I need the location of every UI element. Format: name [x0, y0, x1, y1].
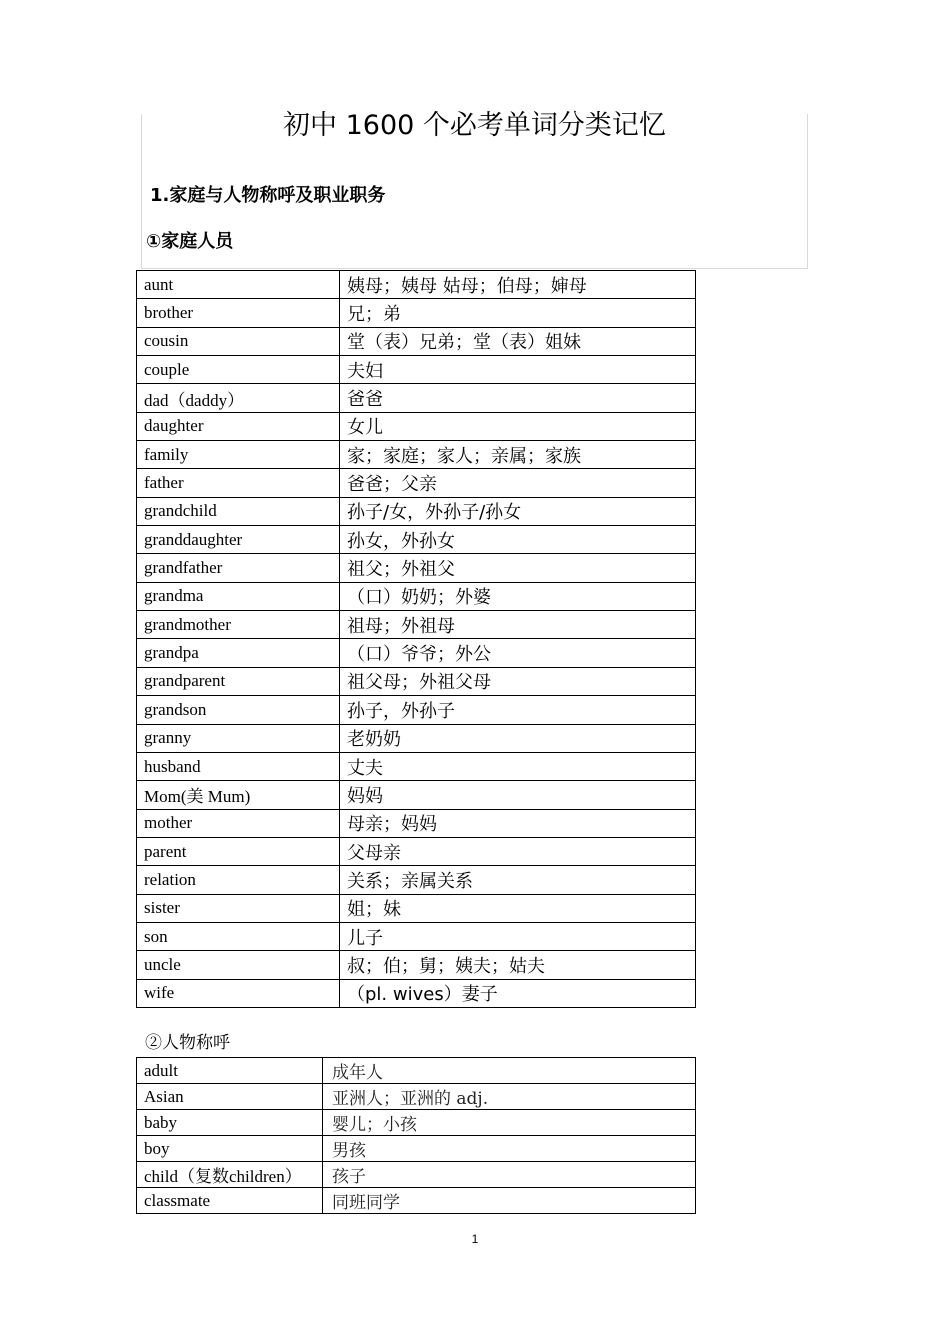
english-word: uncle [137, 951, 340, 979]
table-row [137, 356, 696, 384]
chinese-meaning: 孙子，外孙子 [340, 696, 696, 724]
english-word: grandfather [137, 554, 340, 582]
chinese-meaning: 妈妈 [340, 781, 696, 809]
english-word: grandson [137, 696, 340, 724]
chinese-meaning: 夫妇 [340, 356, 696, 384]
chinese-meaning: 兄；弟 [340, 299, 696, 327]
table-row [137, 412, 696, 440]
english-word: granddaughter [137, 526, 340, 554]
chinese-meaning: 家；家庭；家人；亲属；家族 [340, 441, 696, 469]
chinese-meaning: 女儿 [340, 412, 696, 440]
chinese-meaning: 丈夫 [340, 752, 696, 780]
chinese-meaning: 婴儿；小孩 [323, 1110, 696, 1136]
table-row [137, 696, 696, 724]
table-row [137, 1136, 696, 1162]
table-row [137, 922, 696, 950]
chinese-meaning: 老奶奶 [340, 724, 696, 752]
table-row [137, 271, 696, 299]
english-word: baby [137, 1110, 323, 1136]
chinese-meaning: 亚洲人；亚洲的 adj. [323, 1084, 696, 1110]
table-row [137, 724, 696, 752]
subsection-heading-people: ②人物称呼 [145, 1033, 230, 1053]
table-row [137, 866, 696, 894]
table-row [137, 1084, 696, 1110]
english-word: husband [137, 752, 340, 780]
chinese-meaning: 关系；亲属关系 [340, 866, 696, 894]
chinese-meaning: 父母亲 [340, 837, 696, 865]
english-word: cousin [137, 327, 340, 355]
chinese-meaning: 堂（表）兄弟；堂（表）姐妹 [340, 327, 696, 355]
section-heading: 1.家庭与人物称呼及职业职务 [150, 185, 386, 206]
table-row [137, 837, 696, 865]
english-word: Mom(美 Mum) [137, 781, 340, 809]
english-word: father [137, 469, 340, 497]
english-word: son [137, 922, 340, 950]
english-word: child（复数children） [137, 1162, 323, 1188]
chinese-meaning: 同班同学 [323, 1188, 696, 1214]
english-word: parent [137, 837, 340, 865]
english-word: sister [137, 894, 340, 922]
chinese-meaning: 姨母；姨母 姑母；伯母；婶母 [340, 271, 696, 299]
english-word: couple [137, 356, 340, 384]
table-row [137, 752, 696, 780]
english-word: relation [137, 866, 340, 894]
table-row [137, 299, 696, 327]
table-row [137, 611, 696, 639]
chinese-meaning: （pl. wives）妻子 [340, 979, 696, 1007]
english-word: Asian [137, 1084, 323, 1110]
table-row [137, 441, 696, 469]
table-row [137, 894, 696, 922]
english-word: aunt [137, 271, 340, 299]
table-row [137, 639, 696, 667]
table-row [137, 327, 696, 355]
table-row [137, 951, 696, 979]
english-word: adult [137, 1058, 323, 1084]
family-members-table [136, 270, 696, 1008]
chinese-meaning: 男孩 [323, 1136, 696, 1162]
table-row [137, 667, 696, 695]
english-word: grandparent [137, 667, 340, 695]
chinese-meaning: 祖父母；外祖父母 [340, 667, 696, 695]
chinese-meaning: 叔；伯；舅；姨夫；姑夫 [340, 951, 696, 979]
people-titles-table [136, 1057, 696, 1214]
page-number: 1 [471, 1232, 479, 1246]
english-word: daughter [137, 412, 340, 440]
subsection-heading-family: ①家庭人员 [146, 231, 234, 252]
english-word: grandmother [137, 611, 340, 639]
table-row [137, 1162, 696, 1188]
table-row [137, 469, 696, 497]
english-word: granny [137, 724, 340, 752]
chinese-meaning: 爸爸；父亲 [340, 469, 696, 497]
chinese-meaning: 祖母；外祖母 [340, 611, 696, 639]
chinese-meaning: 母亲；妈妈 [340, 809, 696, 837]
chinese-meaning: 成年人 [323, 1058, 696, 1084]
table-row [137, 809, 696, 837]
english-word: family [137, 441, 340, 469]
table-row [137, 1058, 696, 1084]
table-row [137, 979, 696, 1007]
chinese-meaning: 爸爸 [340, 384, 696, 412]
english-word: dad（daddy） [137, 384, 340, 412]
table-row [137, 497, 696, 525]
english-word: boy [137, 1136, 323, 1162]
chinese-meaning: 姐；妹 [340, 894, 696, 922]
chinese-meaning: 儿子 [340, 922, 696, 950]
chinese-meaning: 孙子/女，外孙子/孙女 [340, 497, 696, 525]
page-title: 初中 1600 个必考单词分类记忆 [283, 110, 666, 141]
english-word: grandpa [137, 639, 340, 667]
english-word: grandchild [137, 497, 340, 525]
chinese-meaning: 孙女，外孙女 [340, 526, 696, 554]
english-word: brother [137, 299, 340, 327]
english-word: classmate [137, 1188, 323, 1214]
table-row [137, 1110, 696, 1136]
table-row [137, 781, 696, 809]
table-row [137, 526, 696, 554]
english-word: mother [137, 809, 340, 837]
english-word: wife [137, 979, 340, 1007]
chinese-meaning: 孩子 [323, 1162, 696, 1188]
table-row [137, 582, 696, 610]
table-row [137, 554, 696, 582]
chinese-meaning: （口）爷爷；外公 [340, 639, 696, 667]
chinese-meaning: （口）奶奶；外婆 [340, 582, 696, 610]
english-word: grandma [137, 582, 340, 610]
table-row [137, 384, 696, 412]
table-row [137, 1188, 696, 1214]
chinese-meaning: 祖父；外祖父 [340, 554, 696, 582]
